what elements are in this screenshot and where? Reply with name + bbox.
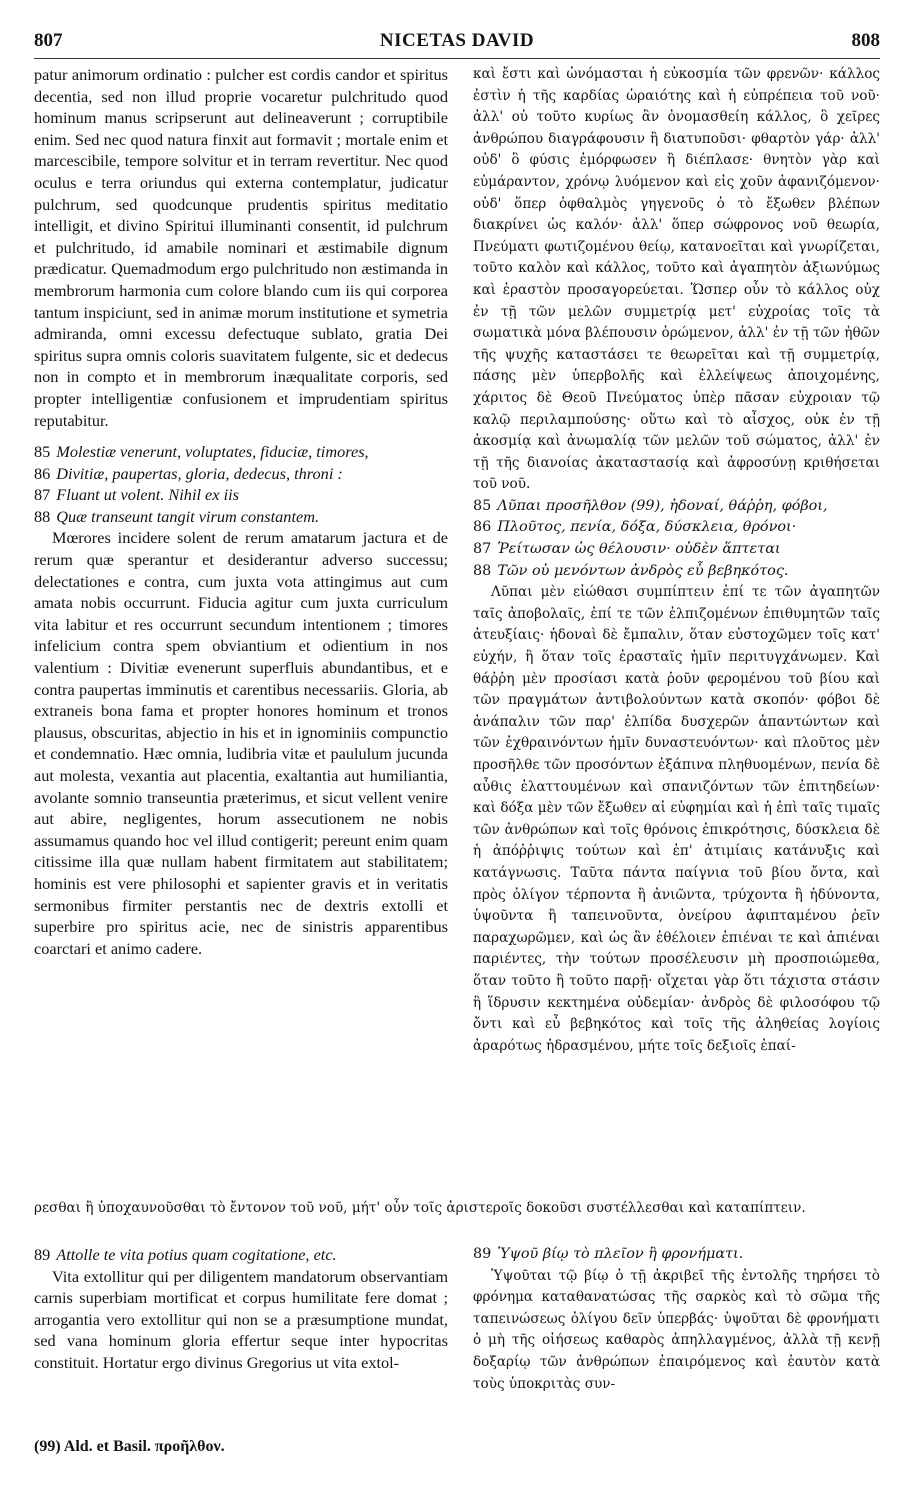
greek-lemma-85: 85 Λῦπαι προσῆλθον (99), ἡδοναί, θάῤῥη, φόβοι,: [473, 497, 828, 514]
latin-column-bottom: [34, 1244, 448, 1374]
running-header: [34, 30, 880, 56]
latin-lemma-88: 88 Quæ transeunt tangit virum constantem.: [34, 506, 320, 526]
right-page-number: 808: [851, 30, 880, 51]
greek-lemma-87: 87 Ῥείτωσαν ὡς θέλουσιν· οὐδὲν ἅπτεται: [473, 541, 781, 558]
latin-paragraph-3: Vita extollitur qui per diligentem mandatorum observantiam carnis superbiam mortificat et corpus humilitate fere domat ; arrogantia vero extollitur qui non se a præsumptione mundat, sed vana hominum gloria effertur seque inter hypocritas constituit. Hortatur ergo divinus Gregorius ut vita extol-: [34, 1266, 448, 1372]
latin-paragraph-2: Mœrores incidere solent de rerum amatarum jactura et de rerum quæ sperantur et desiderantur adverso successu; delectationes e contra, cum juxta vota attingimus aut cum amata nobis occurrunt. Fiducia agitur cum juxta curriculum vita labitur et res occurrunt secundum intentionem ; timores infelicium contra spem obviantium et odientium in nos valentium : Divitiæ evenerunt superfluis abundantibus, et e contra paupertas imminutis et carentibus necessariis. Gloria, ab extraneis bona fama et propter honores hominum et tronos plausus, obscuritas, abjectio in his et in ignominiis compunctio et condemnatio. Hæc omnia, ludibria vitæ et paululum jucunda aut molesta, vexantia aut placentia, exaltantia aut humiliantia, avolante somnio transeuntia præterimus, et sicut vellent venire aut abire, negligentes, horum assecutionem ne nobis assumamus quando hoc vel illud contigerit; pereunt enim quam citissime illa quæ nullam habent firmitatem aut stabilitatem; hominis est vere philosophi et sapienter gravis et in veritatis sermonibus firmiter perstantis nec de dextris extolli et superbire pro spiritus acie, nec de sinistris apparentibus coarctari et animo cadere.: [34, 528, 448, 958]
greek-continuation-line: ρεσθαι ἢ ὑποχαυνοῦσθαι τὸ ἔντονον τοῦ νοῦ, μήτ' οὖν τοῖς ἀριστεροῖς δοκοῦσι συστέλλεσθαι καὶ καταπίπτειν.: [34, 1200, 806, 1216]
greek-paragraph-3: Ὑψοῦται τῷ βίῳ ὁ τῇ ἀκριβεῖ τῆς ἐντολῆς τηρήσει τὸ φρόνημα καταθανατώσας τῆς σαρκὸς καὶ τὸ σῶμα τῆς ταπεινώσεως ὀλίγου δεῖν ὑπερβάς· ὑψοῦται δὲ φρονήματι ὁ μὴ τῆς οἰήσεως καθαρὸς ἀπηλλαγμένος, ἀλλὰ τῇ κενῇ δοξαρίῳ τῶν ἀνθρώπων ἐπαιρόμενος καὶ ἑαυτὸν κατὰ τοὺς ὑποκριτὰς συν-: [473, 1267, 880, 1392]
greek-lemma-89: 89 Ὑψοῦ βίῳ τὸ πλεῖον ἢ φρονήματι.: [473, 1246, 744, 1262]
header-rule: [34, 58, 880, 59]
latin-lemma-87: 87 Fluant ut volent. Nihil ex iis: [34, 485, 239, 505]
running-title: NICETAS DAVID: [379, 30, 535, 51]
latin-lemmas: [34, 441, 448, 527]
latin-paragraph-1: patur animorum ordinatio : pulcher est cordis candor et spiritus decentia, sed non illud proprie vocaretur pulchritudo quod hominum manus scripserunt aut delineaverunt ; corruptibile enim. Sed nec quod natura finxit aut formavit ; mortale enim et marcescibile, tempore solvitur et in terram revertitur. Nec quod oculus e terra oriundus qui externa contemplatur, judicatur pulchrum, sed quodcunque prudentis spiritus meditatio intelligit, et divino Spiritui illuminanti consentit, id pulchrum et pulchritudo, id amabile nominari et æstimabile dignum prædicatur. Quemadmodum ergo pulchritudo non æstimanda in membrorum harmonia cum colore blando cum iis qui corporea tantum inspiciunt, sed in animæ morum institutione et symetria admiranda, omni excessu defectuque sublato, gratia Dei spiritus supra omnis coloris suavitatem fulgente, sic et dedecus non in compto et in membrorum inæqualitate corporis, sed propter intelligentiæ confusionem et imprudentiam spiritus reputabitur.: [34, 65, 448, 430]
latin-lemma-89: 89 Attolle te vita potius quam cogitatione, etc.: [34, 1245, 337, 1264]
latin-column-top: [34, 64, 448, 959]
greek-paragraph-2: Λῦπαι μὲν εἰώθασι συμπίπτειν ἐπί τε τῶν ἀγαπητῶν ταῖς ἀποβολαῖς, ἐπί τε τῶν ἐλπιζομένων ἐπιθυμητῶν ταῖς ἀτευξίαις· ἡδοναὶ δὲ ἔμπαλιν, ὅταν εὐστοχῶμεν τοῖς κατ' εὐχήν, ἢ ὅταν τοῖς ἐρασταῖς ἡμῖν περιτυγχάνωμεν. Καὶ θάῤῥη μὲν προσίασι κατὰ ῥοῦν φερομένου τοῦ βίου καὶ τῶν πραγμάτων ἀντιβολούντων κατὰ σκοπόν· φόβοι δὲ ἀνάπαλιν τῶν παρ' ἐλπίδα δυσχερῶν ἀπαντώντων καὶ τῶν ἐχθραινόντων ἡμῖν δυναστευόντων· καὶ πλοῦτος μὲν προσῆλθε τῶν προσόντων ἐξάπινα πληθυομένων, πενία δὲ αὖθις ἐλαττουμένων καὶ σπανιζόντων τῶν ἐπιτηδείων· καὶ δόξα μὲν τῶν ἔξωθεν αἱ εὐφημίαι καὶ ἡ ἐπὶ ταῖς τιμαῖς τῶν ἀνθρώπων καὶ τοῖς θρόνοις ἐπικρότησις, δύσκλεια δὲ ἡ ἀπόῤῥιψις τούτων καὶ ἐπ' ἀτιμίαις κατάνυξις καὶ κατάγνωσις. Ταῦτα πάντα παίγνια τοῦ βίου ὄντα, καὶ πρὸς ὀλίγον τέρποντα ἢ ἀνιῶντα, τρύχοντα ἢ ἡδύνοντα, ὑψοῦντα ἢ ταπεινοῦντα, ὀνείρου ἀφιπταμένου ῥεῖν παραχωρῶμεν, καὶ ὡς ἂν ἐθέλοιεν ἐπιέναι τε καὶ ἀπιέναι παριέντες, τὴν τούτων προσέλευσιν μὴ προσποιώμεθα, ὅταν τοῦτο ἢ τοῦτο παρῇ· οἴχεται γὰρ ὅτι τάχιστα στάσιν ἢ ἵδρυσιν κεκτημένα οὐδεμίαν· ἀνδρὸς δὲ φιλοσόφου τῷ ὄντι καὶ εὖ βεβηκότος καὶ τοῖς τῆς ἀληθείας λογίοις ἀραρότως ἡδρασμένου, μήτε τοῖς δεξιοῖς ἐπαί-: [473, 584, 880, 1054]
greek-column-bottom: [473, 1244, 880, 1395]
left-page-number: 807: [34, 30, 63, 51]
greek-paragraph-1: καὶ ἔστι καὶ ὠνόμασται ἡ εὐκοσμία τῶν φρενῶν· κάλλος ἐστὶν ἡ τῆς καρδίας ὡραιότης καὶ ἡ εὐπρέπεια τοῦ νοῦ· ἀλλ' οὐ τοῦτο κυρίως ἂν ὀνομασθείη κάλλος, ὃ χεῖρες ἀνθρώπου διαγράφουσιν ἢ διατυποῦσι· φθαρτὸν γάρ· ἀλλ' οὐδ' ὃ φύσις ἐμόρφωσεν ἢ διέπλασε· θνητὸν γὰρ καὶ εὐμάραντον, χρόνῳ λυόμενον καὶ εἰς χοῦν ἀφανιζόμενον· οὐδ' ὅπερ ὀφθαλμὸς γηγενοῦς ὁ τὸ ἔξωθεν βλέπων διακρίνει ὡς καλόν· ἀλλ' ὅπερ σώφρονος νοῦ θεωρία, Πνεύματι φωτιζομένου θείῳ, κατανοεῖται καὶ γνωρίζεται, τοῦτο καλὸν καὶ κάλλος, τοῦτο καὶ ἀγαπητὸν ἀξιωνύμως καὶ ἐραστὸν προσαγορεύεται. Ὥσπερ οὖν τὸ κάλλος οὐχ ἐν τῇ τῶν μελῶν συμμετρίᾳ μετ' εὐχροίας τοῖς τὰ σωματικὰ μόνα βλέπουσιν ὁρώμενον, ἀλλ' ἐν τῇ τῶν ἠθῶν τῆς ψυχῆς καταστάσει τε θεωρεῖται καὶ τῇ συμμετρίᾳ, πάσης μὲν ὑπερβολῆς καὶ ἐλλείψεως ἀποιχομένης, χάριτος δὲ Θεοῦ Πνεύματος ὑπὲρ πᾶσαν εὐχροιαν τῷ καλῷ περιλαμπούσης· οὕτω καὶ τὸ αἶσχος, οὐκ ἐν τῇ ἀκοσμίᾳ καὶ ἀνωμαλίᾳ τῶν μελῶν τοῦ σώματος, ἀλλ' ἐν τῇ τῆς διανοίας ἀκαταστασίᾳ καὶ ἀφροσύνῃ κριθήσεται τοῦ νοῦ.: [473, 66, 880, 493]
footnote: (99) Ald. et Basil. προῆλθον.: [34, 1438, 225, 1455]
greek-lemma-86: 86 Πλοῦτος, πενία, δόξα, δύσκλεια, θρόνοι·: [473, 519, 797, 536]
latin-lemma-86: 86 Divitiæ, paupertas, gloria, dedecus, throni :: [34, 463, 343, 483]
greek-lemmas: [473, 496, 880, 582]
greek-lemma-88: 88 Τῶν οὐ μενόντων ἀνδρὸς εὖ βεβηκότος.: [473, 562, 789, 579]
latin-lemma-85: 85 Molestiæ venerunt, voluptates, fiduciæ, timores,: [34, 442, 369, 462]
greek-column-top: [473, 64, 880, 1057]
